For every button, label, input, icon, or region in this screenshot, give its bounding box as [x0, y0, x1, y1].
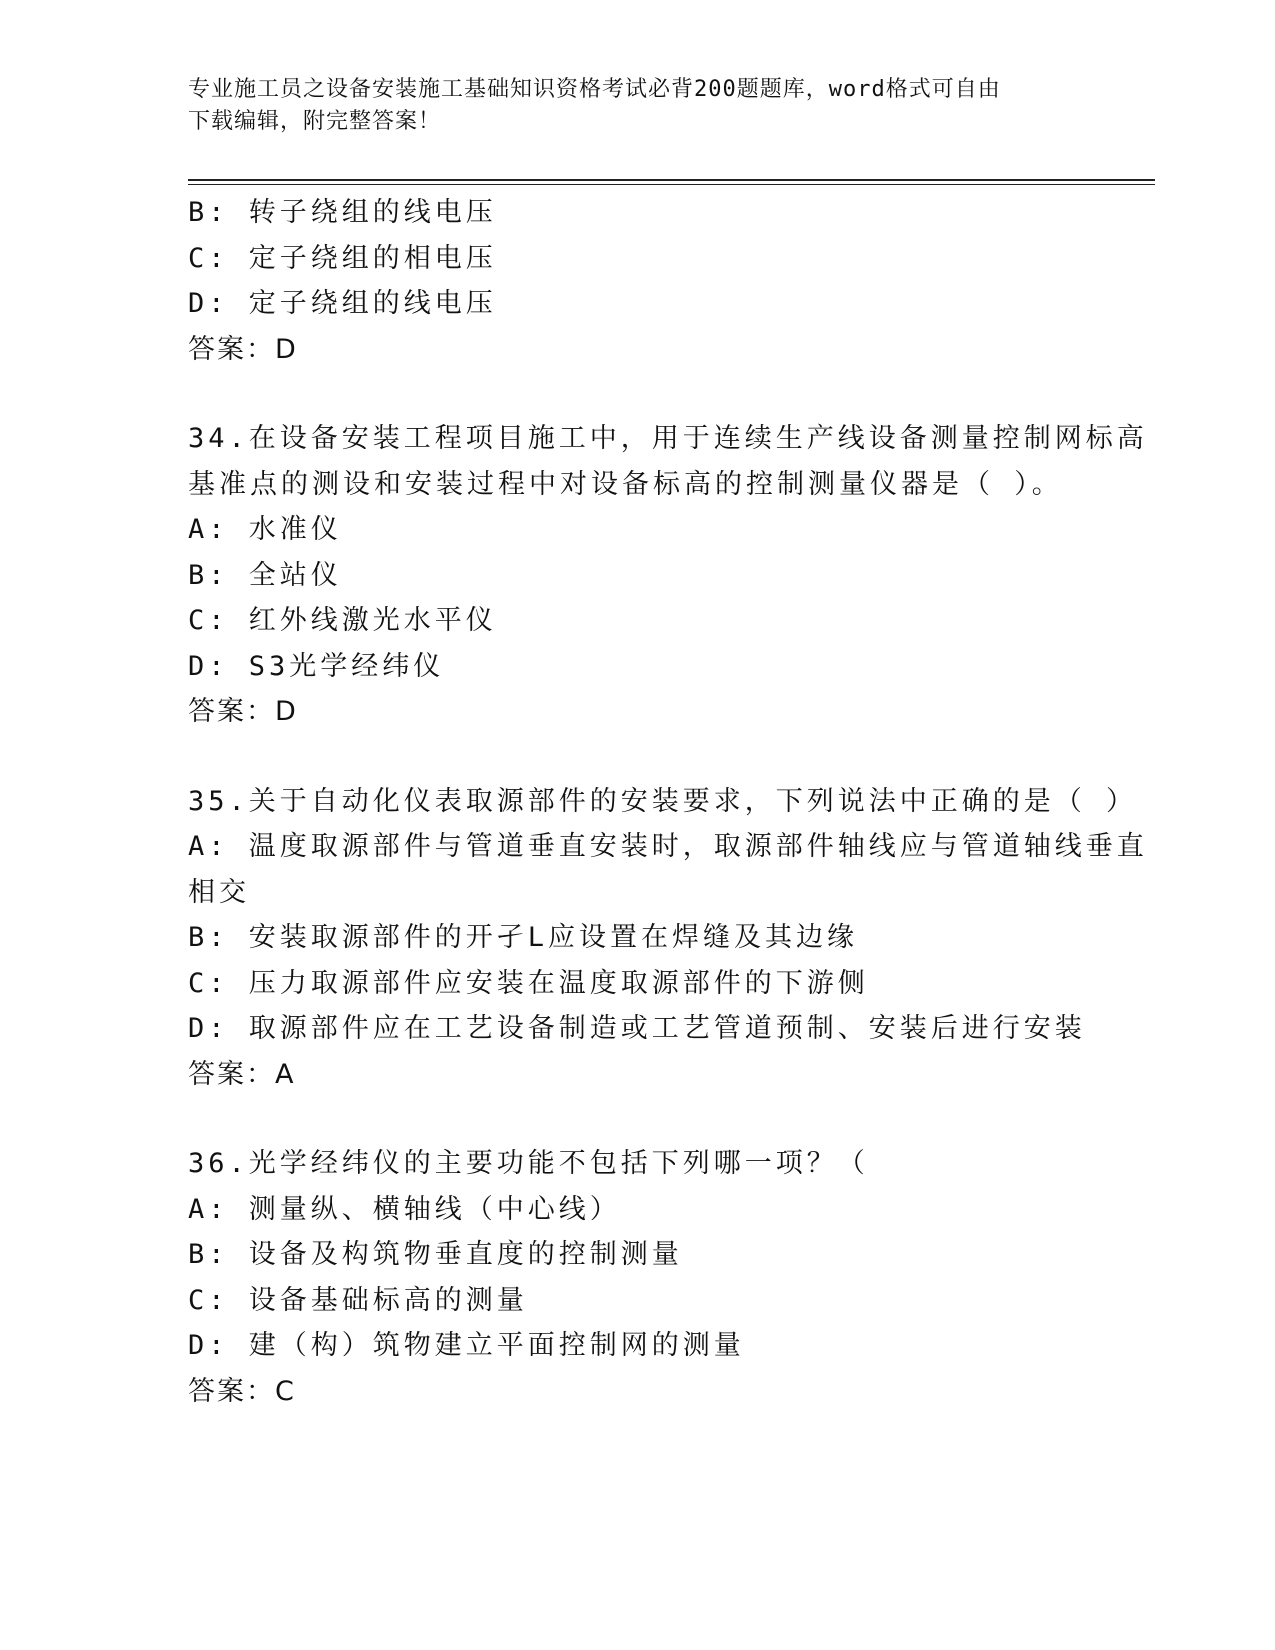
- spacer: [188, 372, 1088, 416]
- option-c: C: 压力取源部件应安装在温度取源部件的下游侧: [188, 967, 869, 999]
- option-b: B: 安装取源部件的开孑L应设置在焊缝及其边缘: [188, 922, 859, 953]
- answer-line: 答案：D: [188, 696, 298, 727]
- option-d: D: S3光学经纬仪: [188, 650, 445, 682]
- question-stem: 36.光学经纬仪的主要功能不包括下列哪一项？（: [188, 1148, 869, 1179]
- question-block-34: [188, 416, 1148, 735]
- answer-line: 答案：C: [188, 1375, 296, 1407]
- option-c: C: 定子绕组的相电压: [188, 242, 497, 274]
- question-stem: 34.在设备安装工程项目施工中，用于连续生产线设备测量控制网标高: [188, 423, 1148, 454]
- header-divider: [188, 179, 1155, 185]
- option-a: A: 水准仪: [188, 514, 342, 545]
- header-line: 专业施工员之设备安装施工基础知识资格考试必背200题题库，word格式可自由: [188, 77, 1001, 102]
- option-a: A: 测量纵、横轴线（中心线）: [188, 1193, 621, 1225]
- option-b: B: 设备及构筑物垂直度的控制测量: [188, 1239, 683, 1270]
- option-d: D: 建（构）筑物建立平面控制网的测量: [188, 1330, 745, 1361]
- question-stem: 35.关于自动化仪表取源部件的安装要求，下列说法中正确的是（ ）: [188, 785, 1138, 817]
- answer-line: 答案：A: [188, 1058, 296, 1090]
- option-a: A: 温度取源部件与管道垂直安装时，取源部件轴线应与管道轴线垂直: [188, 831, 1148, 862]
- answer-line: 答案：D: [188, 333, 298, 365]
- question-block-35: [188, 779, 1148, 1098]
- option-c: C: 红外线激光水平仪: [188, 605, 497, 636]
- header-line: 下载编辑，附完整答案！: [188, 109, 442, 134]
- option-b: B: 转子绕组的线电压: [188, 197, 497, 228]
- option-c: C: 设备基础标高的测量: [188, 1284, 528, 1316]
- question-block-36: [188, 1141, 1088, 1414]
- option-d: D: 定子绕组的线电压: [188, 288, 497, 319]
- spacer: [188, 735, 1088, 779]
- option-a-continuation: 相交: [188, 876, 250, 908]
- document-body: [188, 190, 1148, 1414]
- question-stem: 基准点的测设和安装过程中对设备标高的控制测量仪器是（ ）。: [188, 468, 1063, 500]
- document-header: [188, 74, 1088, 138]
- spacer: [188, 1097, 1088, 1141]
- question-block-33: [188, 190, 1088, 372]
- option-b: B: 全站仪: [188, 559, 342, 591]
- option-d: D: 取源部件应在工艺设备制造或工艺管道预制、安装后进行安装: [188, 1013, 1086, 1044]
